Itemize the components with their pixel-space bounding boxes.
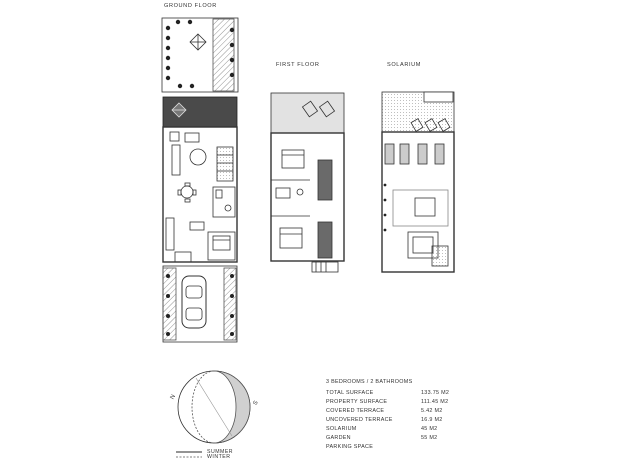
first-floor-plan xyxy=(271,93,344,272)
solarium-label: SOLARIUM xyxy=(387,62,422,68)
sun-path-diagram xyxy=(176,371,250,457)
spec-label: SOLARIUM xyxy=(326,426,357,432)
spec-row xyxy=(326,417,443,423)
ground-floor-label: GROUND FLOOR xyxy=(164,3,217,9)
spec-value: 55 M2 xyxy=(421,435,438,441)
solarium-plan xyxy=(382,92,454,272)
spec-label: UNCOVERED TERRACE xyxy=(326,417,393,423)
spec-label: GARDEN xyxy=(326,435,351,441)
spec-value: 111.45 M2 xyxy=(421,399,449,405)
spec-label: PARKING SPACE xyxy=(326,444,374,450)
spec-row xyxy=(326,408,443,414)
first-floor-label: FIRST FLOOR xyxy=(276,62,320,68)
spec-row xyxy=(326,426,437,432)
specs-heading: 3 BEDROOMS / 2 BATHROOMS xyxy=(326,379,413,385)
spec-value: 45 M2 xyxy=(421,426,438,432)
spec-row xyxy=(326,399,448,405)
spec-row xyxy=(326,390,449,396)
spec-value: 133.75 M2 xyxy=(421,390,450,396)
legend-winter: WINTER xyxy=(207,454,231,460)
ground-floor-plan xyxy=(162,18,238,342)
first-floor-terrace xyxy=(271,93,344,133)
spec-label: PROPERTY SURFACE xyxy=(326,399,388,405)
spec-value: 16.9 M2 xyxy=(421,417,443,423)
legend-summer: SUMMER xyxy=(207,449,234,455)
spec-label: TOTAL SURFACE xyxy=(326,390,374,396)
compass-north: N xyxy=(169,393,178,401)
spec-label: COVERED TERRACE xyxy=(326,408,385,414)
spec-row xyxy=(326,444,421,450)
compass-south: S xyxy=(252,399,261,407)
spec-row xyxy=(326,435,437,441)
spec-value: 5.42 M2 xyxy=(421,408,443,414)
